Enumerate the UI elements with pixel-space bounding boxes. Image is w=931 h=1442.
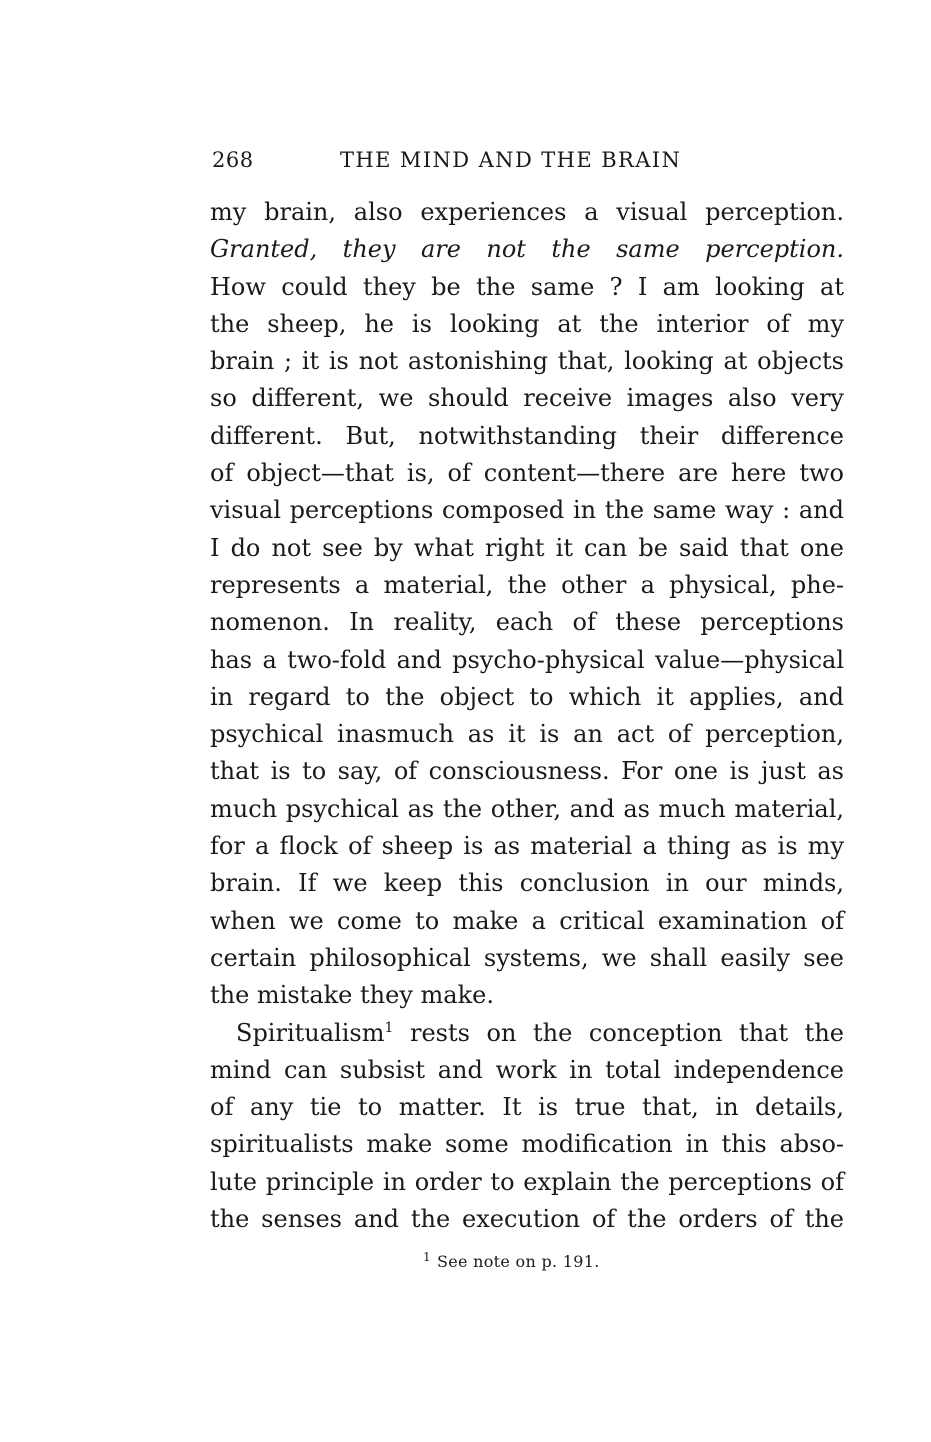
text-line: nomenon. In reality, each of these perceptions [210,608,844,637]
text-line: different. But, notwithstanding their difference [210,421,844,450]
text-line: mind can subsist and work in total independence [210,1055,844,1084]
text-line: my brain, also experiences a visual perception. [210,198,844,226]
text-line: of object—that is, of content—there are here two [210,459,844,488]
footnote-reference: 1 [384,1019,394,1036]
text-line: much psychical as the other, and as much material, [210,794,844,823]
text-line: the senses and the execution of the orders of the [210,1205,844,1234]
text-line: visual perceptions composed in the same way : and [210,496,844,525]
text-line: the mistake they make. [210,981,494,1010]
text-line: Granted, they are not the same perception. [210,235,844,264]
first-line-rest: rests on the conception that the [393,1018,844,1047]
footnote [423,1252,600,1271]
running-header [210,148,844,178]
text-line: psychical inasmuch as it is an act of perception, [210,720,844,749]
text-line: that is to say, of consciousness. For one is just as [210,757,844,786]
paragraph-1 [210,194,844,1015]
text-line: represents a material, the other a physical, phe- [210,570,844,599]
text-line: lute principle in order to explain the perceptions of [210,1167,844,1196]
text-line: I do not see by what right it can be said that one [210,533,844,562]
text-line: the sheep, he is looking at the interior of my [210,309,844,338]
text-line: spiritualists make some modification in this abso- [210,1130,844,1159]
running-head-title: THE MIND AND THE BRAIN [340,148,682,172]
text-line: so different, we should receive images also very [210,384,844,413]
footnote-text: See note on p. 191. [436,1252,600,1271]
first-word: Spiritualism [236,1018,385,1047]
footnote-marker: 1 [423,1250,431,1264]
paragraph-2 [210,1015,844,1239]
text-line: for a flock of sheep is as material a thing as is my [210,832,844,861]
page-number: 268 [212,148,254,172]
text-line: certain philosophical systems, we shall easily see [210,943,844,972]
text-line: brain. If we keep this conclusion in our minds, [210,869,844,898]
text-line [210,1015,844,1052]
text-line: of any tie to matter. It is true that, in details, [210,1093,844,1122]
body-text [210,194,844,1238]
text-line: has a two-fold and psycho-physical value—physical [210,645,844,674]
text-line: when we come to make a critical examination of [210,906,844,935]
text-line: brain ; it is not astonishing that, looking at objects [210,347,844,376]
text-line: in regard to the object to which it applies, and [210,682,844,711]
text-line: How could they be the same ? I am looking at [210,272,844,301]
